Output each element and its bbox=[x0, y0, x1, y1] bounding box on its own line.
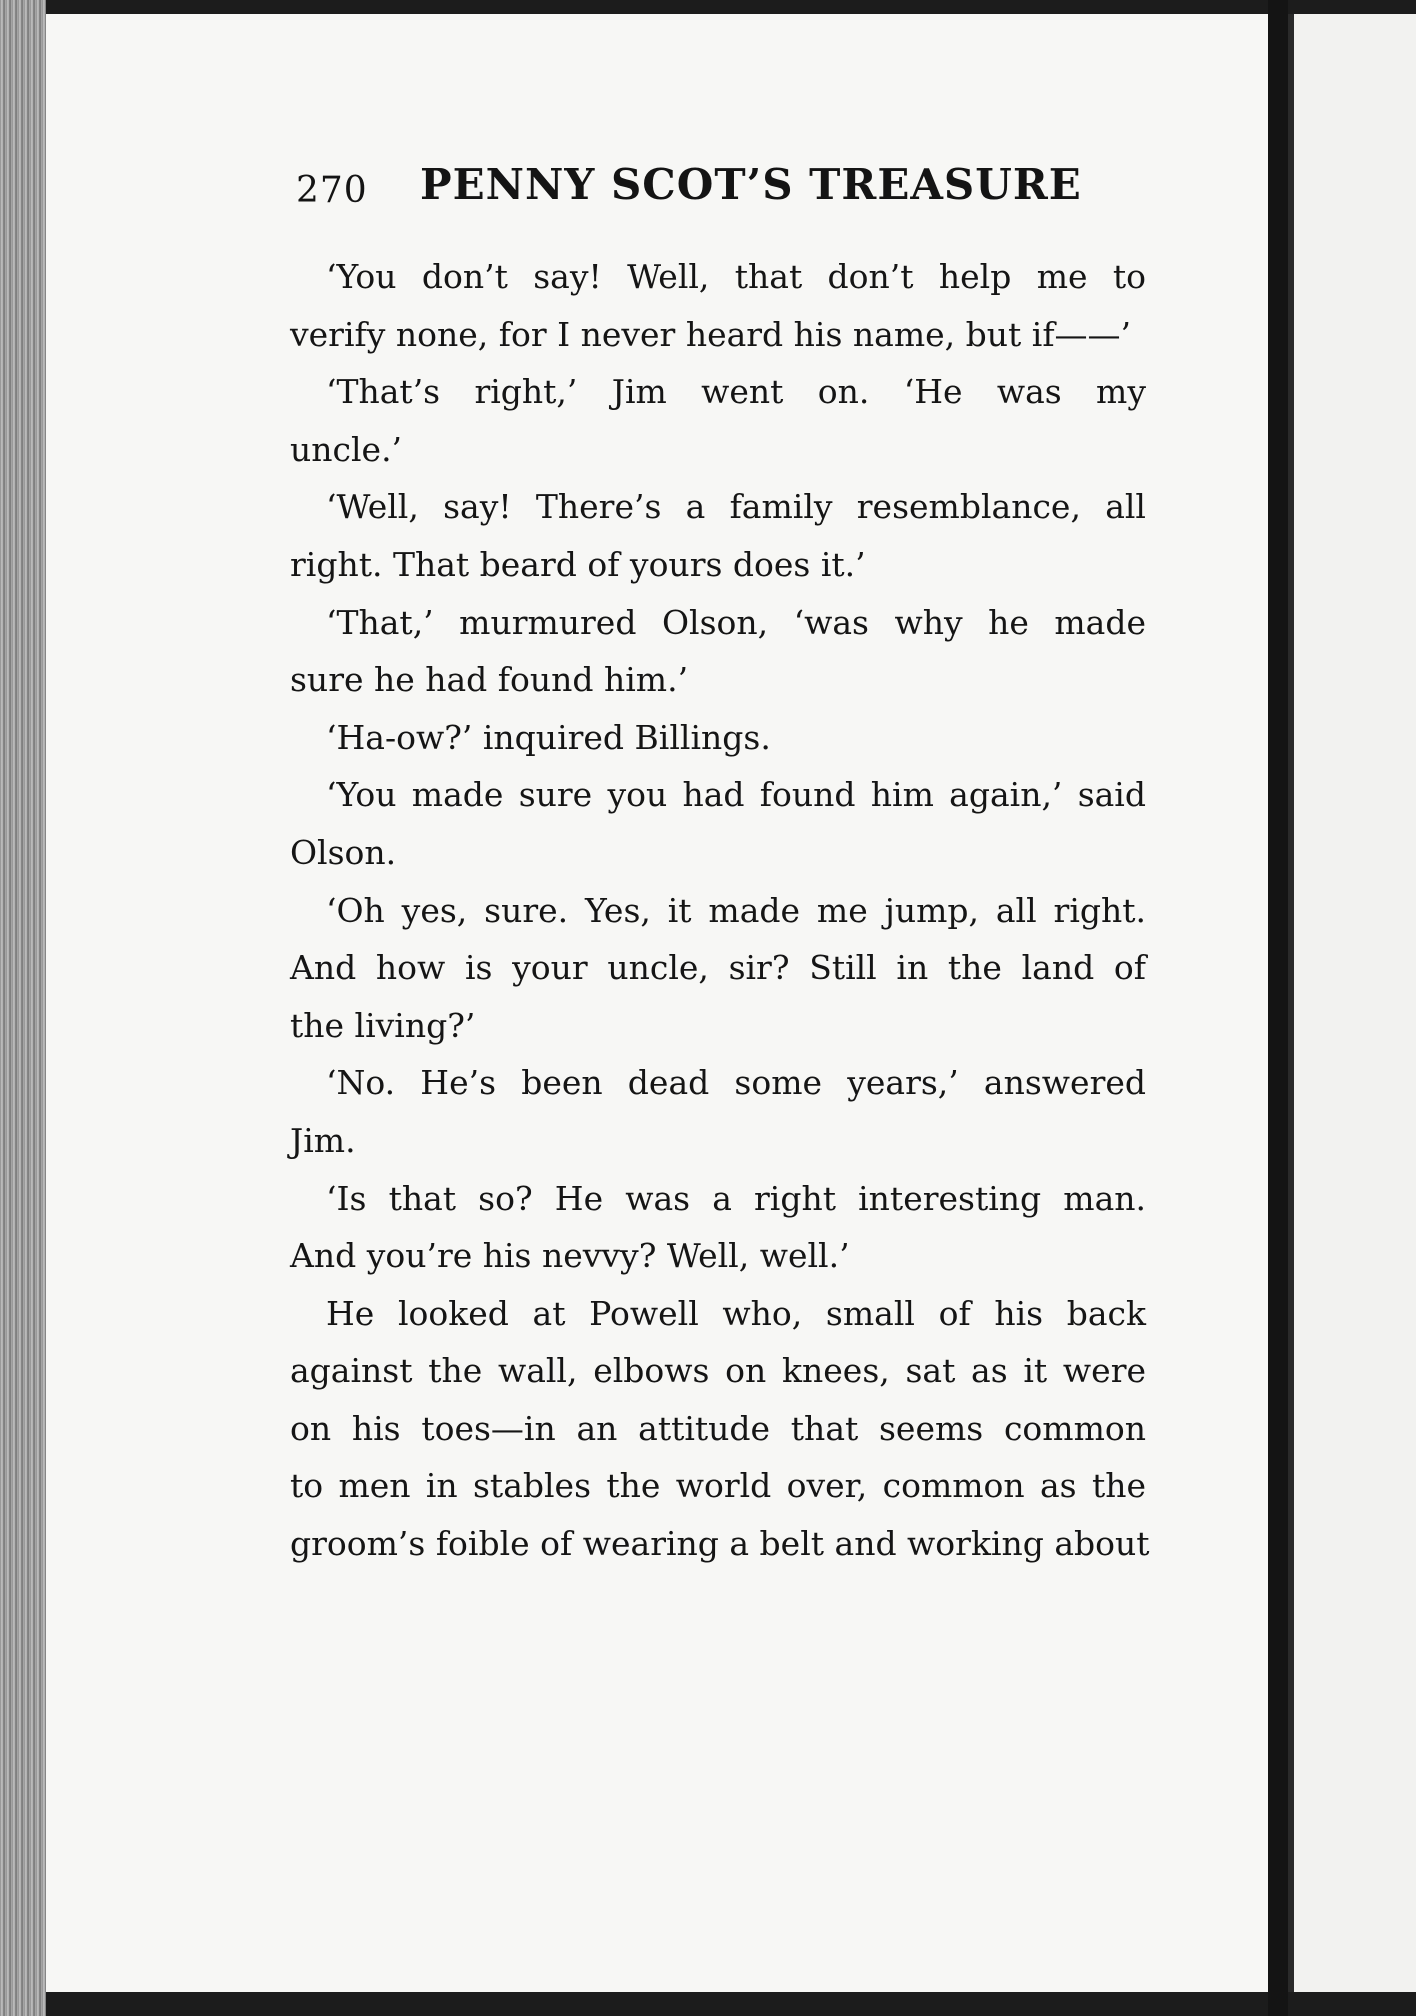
text-line: groom’s foible of wearing a belt and working about bbox=[290, 1524, 1150, 1564]
text-line: on his toes—in an attitude that seems common bbox=[290, 1408, 1146, 1448]
text-line: And you’re his nevvy? Well, well.’ bbox=[290, 1236, 850, 1276]
text-line: ‘Ha-ow?’ inquired Billings. bbox=[326, 717, 771, 757]
book-gutter bbox=[1268, 0, 1288, 2016]
text-line: right. That beard of yours does it.’ bbox=[290, 544, 866, 584]
text-line: ‘You don’t say! Well, that don’t help me to bbox=[326, 257, 1146, 296]
page-number: 270 bbox=[296, 170, 368, 211]
text-line: ‘That,’ murmured Olson, ‘was why he made bbox=[326, 602, 1146, 642]
text-line: ‘Oh yes, sure. Yes, it made me jump, all right. bbox=[326, 890, 1146, 930]
text-line: ‘Well, say! There’s a family resemblance, all bbox=[326, 487, 1146, 527]
facing-page bbox=[1288, 14, 1416, 1992]
stacked-page-edges bbox=[0, 0, 46, 2016]
text-line: the living?’ bbox=[290, 1005, 476, 1045]
text-line: Olson. bbox=[290, 832, 397, 872]
text-line: uncle.’ bbox=[290, 429, 403, 469]
text-line: ‘You made sure you had found him again,’ said bbox=[326, 775, 1146, 815]
text-line: to men in stables the world over, common as the bbox=[290, 1466, 1146, 1506]
body-text bbox=[290, 248, 1150, 1573]
text-line: ‘That’s right,’ Jim went on. ‘He was my bbox=[326, 372, 1146, 412]
text-line: And how is your uncle, sir? Still in the land of bbox=[290, 948, 1146, 988]
text-line: ‘Is that so? He was a right interesting man. bbox=[326, 1178, 1146, 1218]
text-line: He looked at Powell who, small of his back bbox=[326, 1293, 1146, 1333]
running-header bbox=[296, 160, 1156, 220]
text-line: sure he had found him.’ bbox=[290, 660, 689, 700]
text-line: against the wall, elbows on knees, sat as it were bbox=[290, 1351, 1146, 1391]
text-line: ‘No. He’s been dead some years,’ answered bbox=[326, 1063, 1146, 1103]
running-title: PENNY SCOT’S TREASURE bbox=[420, 160, 1082, 209]
facing-page-edge bbox=[1288, 14, 1294, 1992]
text-line: verify none, for I never heard his name, but if——’ bbox=[290, 314, 1132, 354]
text-line: Jim. bbox=[290, 1120, 356, 1160]
